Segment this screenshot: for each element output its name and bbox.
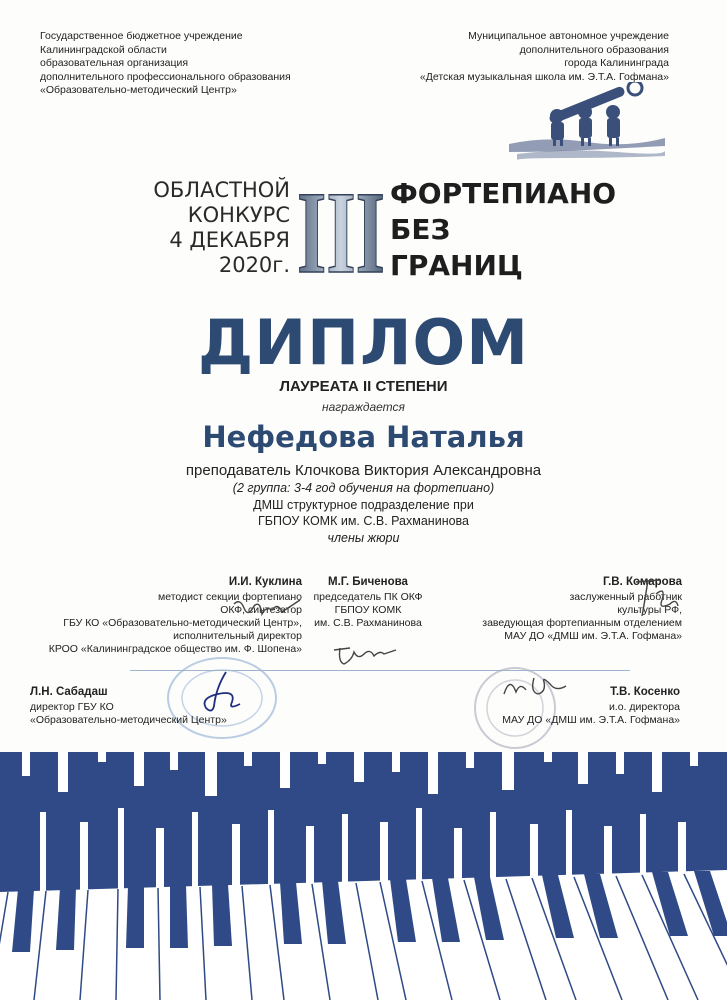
school-logo-icon <box>507 82 667 162</box>
signatory-name: Л.Н. Сабадаш <box>30 686 108 698</box>
handwritten-signature-icon <box>500 672 570 702</box>
signatory-title: им. С.В. Рахманинова <box>314 617 422 629</box>
handwritten-signature-icon <box>330 640 400 670</box>
handwritten-signature-icon <box>632 576 682 620</box>
signatory-title: МАУ ДО «ДМШ им. Э.Т.А. Гофмана» <box>504 630 682 642</box>
teacher-name: преподаватель Клочкова Виктория Александровна <box>185 462 542 479</box>
contest-title-line: ГРАНИЦ <box>390 249 523 282</box>
handwritten-signature-icon <box>232 596 302 626</box>
signatory-title: председатель ПК ОКФ <box>313 591 423 603</box>
contest-title-line: БЕЗ <box>390 213 451 246</box>
contest-title-line: ФОРТЕПИАНО <box>390 177 617 210</box>
signatory-name: М.Г. Биченова <box>328 576 408 588</box>
organizer-left-line: дополнительного профессионального образования <box>40 70 291 83</box>
organizer-right <box>369 30 669 84</box>
signatory-title: исполнительный директор <box>173 630 302 642</box>
signatory-name: Г.В. Комарова <box>603 576 682 588</box>
contest-info-line: ОБЛАСТНОЙ <box>153 178 290 202</box>
organizer-right-line: города Калининграда <box>564 57 669 69</box>
signatory-title: методист секции фортепиано <box>158 591 302 603</box>
school-line: ГБПОУ КОМК им. С.В. Рахманинова <box>257 514 470 528</box>
signatory-title: ОКФ, синтезатор <box>220 604 302 616</box>
roman-numeral-text: III <box>297 172 385 282</box>
organizer-left-line: «Образовательно-методический Центр» <box>40 84 237 96</box>
contest-info-line: КОНКУРС <box>187 203 290 227</box>
laureate-degree: ЛАУРЕАТА II СТЕПЕНИ <box>279 378 448 395</box>
signatory-title: заслуженный работник <box>569 591 682 603</box>
organizer-left-line: образовательная организация <box>40 57 189 69</box>
signatory-title: «Образовательно-методический Центр» <box>30 714 227 726</box>
signature-bichenova <box>302 576 434 630</box>
signatory-title: культуры РФ, <box>617 604 682 616</box>
signatory-title: ГБУ КО «Образовательно-методический Центр», <box>63 617 302 629</box>
organizer-left-line: Калининградской области <box>40 43 167 56</box>
handwritten-signature-icon <box>196 668 246 718</box>
contest-title <box>390 176 630 284</box>
organizer-left-line: Государственное бюджетное учреждение <box>40 30 243 42</box>
organizer-right-line: «Детская музыкальная школа им. Э.Т.А. Гофмана» <box>419 70 669 83</box>
contest-info <box>100 178 290 278</box>
signatory-title: и.о. директора <box>608 701 680 713</box>
signatory-name: И.И. Куклина <box>228 576 302 588</box>
organizer-right-line: дополнительного образования <box>519 43 669 56</box>
roman-numeral <box>294 172 388 282</box>
laureate-name: Нефедова Наталья <box>202 420 525 454</box>
signatory-title: заведующая фортепианным отделением <box>482 617 682 629</box>
organizer-right-line: Муниципальное автономное учреждение <box>468 30 669 42</box>
signatory-title: директор ГБУ КО <box>30 701 114 713</box>
school-line: ДМШ структурное подразделение при <box>253 498 474 512</box>
awarded-label: награждается <box>322 400 405 414</box>
signatory-title: ГБПОУ КОМК <box>334 604 402 616</box>
contest-info-line: 2020г. <box>218 253 290 277</box>
signature-sabadash <box>30 686 290 727</box>
organizer-left <box>40 30 340 98</box>
diploma-title: ДИПЛОМ <box>198 306 529 379</box>
group-info: (2 группа: 3-4 год обучения на фортепиано) <box>232 481 495 495</box>
jury-label: члены жюри <box>327 531 400 545</box>
signatory-name: Т.В. Косенко <box>610 686 680 698</box>
contest-info-line: 4 ДЕКАБРЯ <box>169 228 290 252</box>
piano-skyline-icon <box>0 752 727 1000</box>
signatory-title: МАУ ДО «ДМШ им. Э.Т.А. Гофмана» <box>502 714 680 726</box>
signatory-title: КРОО «Калининградское общество им. Ф. Шопена» <box>48 643 302 655</box>
